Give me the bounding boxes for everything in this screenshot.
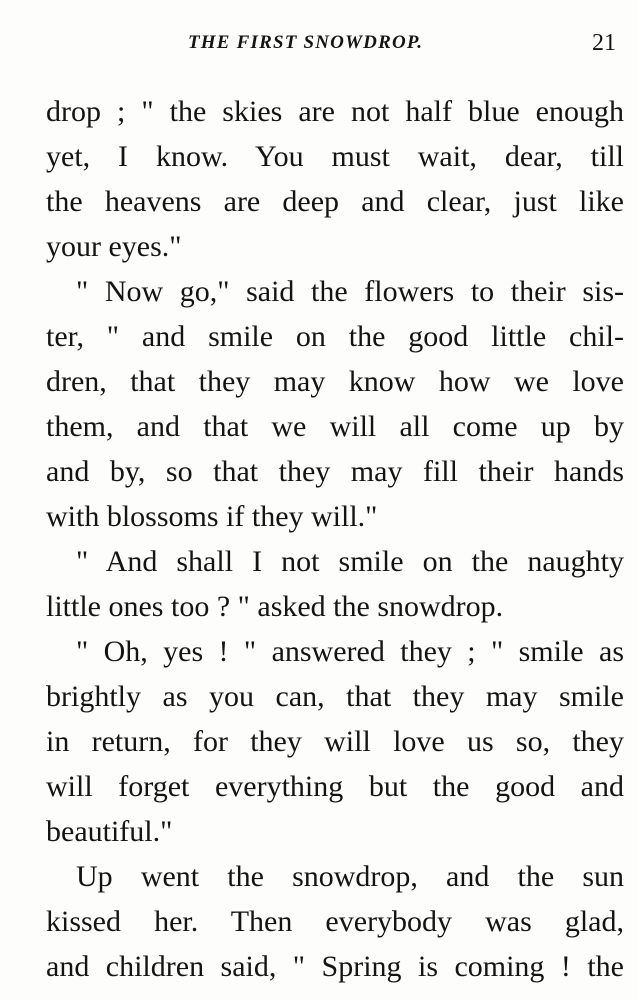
text-line: and by, so that they may fill their hands xyxy=(46,455,624,488)
text-line: kissed her. Then everybody was glad, xyxy=(46,905,624,938)
text-line: in return, for they will love us so, they xyxy=(46,725,624,758)
text-line: drop ; " the skies are not half blue enough xyxy=(46,95,624,128)
text-line: Up went the snowdrop, and the sun xyxy=(76,860,624,893)
text-line: ter, " and smile on the good little chil- xyxy=(46,320,624,353)
text-line: little ones too ? " asked the snowdrop. xyxy=(46,590,504,623)
text-line: " Now go," said the flowers to their sis- xyxy=(76,275,624,308)
text-line: and children said, " Spring is coming ! the xyxy=(46,950,624,983)
page-number: 21 xyxy=(592,30,616,56)
text-line: brightly as you can, that they may smile xyxy=(46,680,624,713)
text-line: " Oh, yes ! " answered they ; " smile as xyxy=(76,635,624,668)
text-line: your eyes." xyxy=(46,230,182,263)
text-line: with blossoms if they will." xyxy=(46,500,378,533)
text-line: dren, that they may know how we love xyxy=(46,365,624,398)
text-line: " And shall I not smile on the naughty xyxy=(76,545,624,578)
running-title: THE FIRST SNOWDROP. xyxy=(188,32,424,53)
running-head xyxy=(0,30,637,60)
text-line: them, and that we will all come up by xyxy=(46,410,624,443)
text-line: will forget everything but the good and xyxy=(46,770,624,803)
text-line: yet, I know. You must wait, dear, till xyxy=(46,140,624,173)
text-line: beautiful." xyxy=(46,815,173,848)
text-line: the heavens are deep and clear, just like xyxy=(46,185,624,218)
